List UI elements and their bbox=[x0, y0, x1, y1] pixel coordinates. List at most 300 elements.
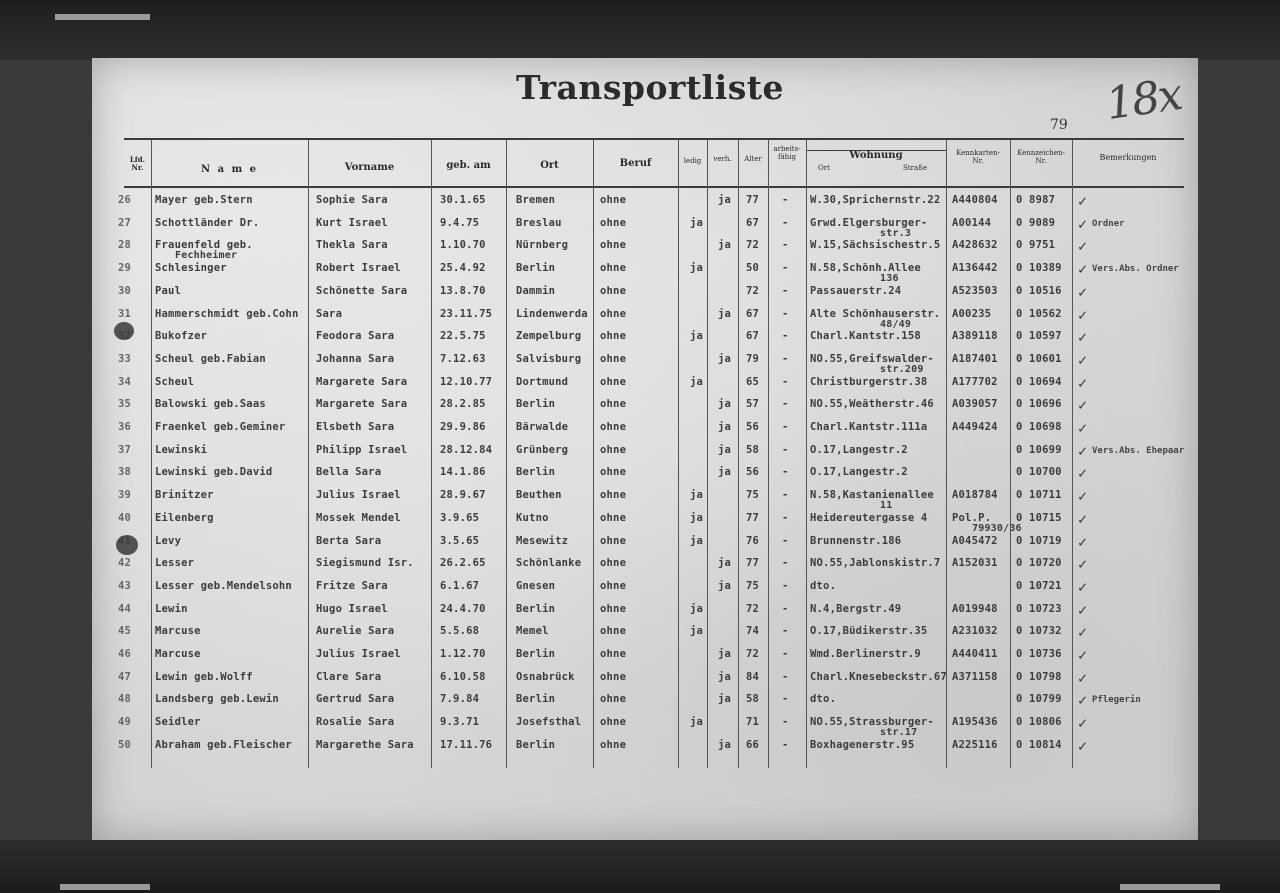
row-name: Fraenkel geb.Geminer bbox=[155, 421, 286, 433]
row-geb-am: 28.2.85 bbox=[440, 398, 486, 411]
ink-blot bbox=[114, 322, 134, 340]
row-ort: Nürnberg bbox=[516, 239, 569, 252]
row-number: 50 bbox=[118, 738, 132, 751]
row-wohnung: Charl.Kantstr.111a bbox=[810, 421, 928, 433]
row-ledig: ja bbox=[690, 489, 704, 502]
row-alter: 77 bbox=[746, 557, 760, 570]
row-ort: Grünberg bbox=[516, 443, 569, 456]
row-beruf: ohne bbox=[600, 194, 627, 206]
row-ledig: ja bbox=[690, 375, 704, 388]
row-number: 38 bbox=[118, 466, 132, 479]
row-beruf: ohne bbox=[600, 670, 627, 683]
table-row bbox=[0, 509, 1280, 534]
check-mark-icon: ✓ bbox=[1078, 396, 1088, 415]
row-geb-am: 17.11.76 bbox=[440, 738, 493, 751]
row-alter: 79 bbox=[746, 352, 760, 365]
row-kennzeichen-nr: 0 10700 bbox=[1016, 466, 1062, 479]
row-kennzeichen-nr: 0 10711 bbox=[1016, 489, 1062, 502]
header-wohnung-strasse: Straße bbox=[903, 164, 927, 172]
row-kennkarten-nr: A195436 bbox=[952, 716, 998, 729]
row-kennkarten-nr: A225116 bbox=[952, 738, 998, 751]
row-arbeitsfaehig: - bbox=[782, 262, 789, 275]
check-mark-icon: ✓ bbox=[1078, 509, 1088, 528]
row-arbeitsfaehig: - bbox=[782, 330, 789, 343]
header-bemerkungen: Bemerkungen bbox=[1099, 153, 1157, 162]
row-alter: 56 bbox=[746, 421, 760, 433]
row-beruf: ohne bbox=[600, 489, 627, 502]
row-beruf: ohne bbox=[600, 421, 627, 433]
table-row bbox=[0, 600, 1280, 625]
row-number: 26 bbox=[118, 194, 132, 206]
row-beruf: ohne bbox=[600, 443, 627, 456]
row-beruf: ohne bbox=[600, 625, 627, 638]
row-geb-am: 3.5.65 bbox=[440, 534, 480, 547]
row-arbeitsfaehig: - bbox=[782, 648, 789, 660]
row-alter: 74 bbox=[746, 625, 760, 638]
row-wohnung: N.58,Schönh.Allee 136 bbox=[810, 262, 921, 285]
row-beruf: ohne bbox=[600, 602, 627, 615]
row-kennzeichen-nr: 0 10389 bbox=[1016, 262, 1062, 275]
row-kennkarten-nr: A00144 bbox=[952, 216, 992, 229]
row-kennkarten-nr: A428632 bbox=[952, 239, 998, 252]
row-geb-am: 30.1.65 bbox=[440, 194, 486, 206]
row-arbeitsfaehig: - bbox=[782, 352, 789, 365]
check-mark-icon: ✓ bbox=[1078, 623, 1088, 642]
row-kennzeichen-nr: 0 10720 bbox=[1016, 557, 1062, 570]
row-number: 44 bbox=[118, 602, 132, 615]
row-beruf: ohne bbox=[600, 239, 627, 252]
row-kennzeichen-nr: 0 10798 bbox=[1016, 670, 1062, 683]
table-row bbox=[0, 489, 1280, 511]
row-wohnung: Charl.Kantstr.158 bbox=[810, 330, 921, 343]
row-vorname: Margarete Sara bbox=[316, 398, 408, 411]
row-number: 43 bbox=[118, 579, 132, 592]
row-name: Brinitzer bbox=[155, 489, 214, 502]
row-kennkarten-nr: A440411 bbox=[952, 648, 998, 660]
row-wohnung: N.58,Kastanienallee 11 bbox=[810, 489, 934, 512]
row-number: 45 bbox=[118, 625, 132, 638]
film-edge-bottom bbox=[0, 840, 1280, 893]
row-wohnung: W.15,Sächsischestr.5 bbox=[810, 239, 941, 252]
row-verh: ja bbox=[718, 670, 732, 683]
check-mark-icon: ✓ bbox=[1078, 328, 1088, 347]
row-ort: Bremen bbox=[516, 194, 556, 206]
row-beruf: ohne bbox=[600, 511, 627, 524]
row-kennzeichen-nr: 0 10799 bbox=[1016, 693, 1062, 706]
row-bemerkung: Vers.Abs. Ehepaar bbox=[1092, 445, 1185, 456]
header-name: N a m e bbox=[200, 164, 258, 175]
table-row bbox=[0, 262, 1280, 284]
row-geb-am: 28.9.67 bbox=[440, 489, 486, 502]
row-ort: Gnesen bbox=[516, 579, 556, 592]
row-number: 30 bbox=[118, 284, 132, 297]
row-beruf: ohne bbox=[600, 284, 627, 297]
row-ort: Salvisburg bbox=[516, 352, 582, 365]
row-ort: Berlin bbox=[516, 466, 556, 479]
row-arbeitsfaehig: - bbox=[782, 398, 789, 411]
row-kennkarten-nr: A371158 bbox=[952, 670, 998, 683]
row-name: Scheul bbox=[155, 375, 195, 388]
row-vorname: Margarethe Sara bbox=[316, 738, 414, 751]
row-geb-am: 24.4.70 bbox=[440, 602, 486, 615]
table-row bbox=[0, 625, 1280, 647]
table-row bbox=[0, 398, 1280, 420]
ink-blot bbox=[116, 535, 138, 555]
row-wohnung: Heidereutergasse 4 bbox=[810, 511, 928, 524]
check-mark-icon: ✓ bbox=[1078, 464, 1088, 483]
row-geb-am: 13.8.70 bbox=[440, 284, 486, 297]
row-arbeitsfaehig: - bbox=[782, 670, 789, 683]
row-number: 40 bbox=[118, 511, 132, 524]
check-mark-icon: ✓ bbox=[1078, 237, 1088, 256]
row-alter: 57 bbox=[746, 398, 760, 411]
row-alter: 72 bbox=[746, 648, 760, 660]
row-wohnung: W.30,Sprichernstr.22 bbox=[810, 194, 941, 206]
row-beruf: ohne bbox=[600, 375, 627, 388]
row-name: Eilenberg bbox=[155, 511, 214, 524]
row-kennzeichen-nr: 0 10696 bbox=[1016, 398, 1062, 411]
row-number: 34 bbox=[118, 375, 132, 388]
row-ort: Mesewitz bbox=[516, 534, 569, 547]
row-name: Landsberg geb.Lewin bbox=[155, 693, 279, 706]
row-geb-am: 23.11.75 bbox=[440, 307, 493, 320]
row-name: Schottländer Dr. bbox=[155, 216, 260, 229]
row-kennkarten-nr: A231032 bbox=[952, 625, 998, 638]
row-wohnung: O.17,Langestr.2 bbox=[810, 466, 908, 479]
row-beruf: ohne bbox=[600, 352, 627, 365]
table-row bbox=[0, 441, 1280, 466]
row-geb-am: 5.5.68 bbox=[440, 625, 480, 638]
row-vorname: Mossek Mendel bbox=[316, 511, 401, 524]
row-arbeitsfaehig: - bbox=[782, 216, 789, 229]
table-row bbox=[0, 282, 1280, 307]
row-wohnung: Boxhagenerstr.95 bbox=[810, 738, 915, 751]
table-row bbox=[0, 330, 1280, 352]
row-ledig: ja bbox=[690, 511, 704, 524]
check-mark-icon: ✓ bbox=[1078, 373, 1088, 392]
row-vorname: Bella Sara bbox=[316, 466, 382, 479]
row-kennzeichen-nr: 0 10719 bbox=[1016, 534, 1062, 547]
row-number: 48 bbox=[118, 693, 132, 706]
row-ort: Berlin bbox=[516, 693, 556, 706]
row-ort: Josefsthal bbox=[516, 716, 582, 729]
table-row bbox=[0, 194, 1280, 216]
row-kennzeichen-nr: 0 10694 bbox=[1016, 375, 1062, 388]
header-alter: Alter bbox=[744, 155, 762, 163]
table-header-rule bbox=[124, 186, 1184, 188]
row-verh: ja bbox=[718, 579, 732, 592]
row-wohnung: Passauerstr.24 bbox=[810, 284, 902, 297]
header-geb-am: geb. am bbox=[446, 160, 491, 171]
row-wohnung: NO.55,Jablonskistr.7 bbox=[810, 557, 941, 570]
row-beruf: ohne bbox=[600, 738, 627, 751]
row-vorname: Clare Sara bbox=[316, 670, 382, 683]
row-alter: 56 bbox=[746, 466, 760, 479]
row-ledig: ja bbox=[690, 534, 704, 547]
header-lfd-nr: Lfd. Nr. bbox=[129, 155, 146, 172]
row-number: 33 bbox=[118, 352, 132, 365]
row-vorname: Margarete Sara bbox=[316, 375, 408, 388]
row-kennkarten-nr: A440804 bbox=[952, 194, 998, 206]
row-kennzeichen-nr: 0 10601 bbox=[1016, 352, 1062, 365]
row-kennkarten-nr: A187401 bbox=[952, 352, 998, 365]
row-verh: ja bbox=[718, 352, 732, 365]
handwritten-mark: 18x bbox=[1102, 69, 1184, 130]
row-wohnung: NO.55,Greifswalder- str.209 bbox=[810, 352, 934, 375]
row-alter: 72 bbox=[746, 602, 760, 615]
row-geb-am: 1.12.70 bbox=[440, 648, 486, 660]
row-arbeitsfaehig: - bbox=[782, 511, 789, 524]
row-alter: 66 bbox=[746, 738, 760, 751]
row-ort: Kutno bbox=[516, 511, 549, 524]
row-beruf: ohne bbox=[600, 398, 627, 411]
row-kennzeichen-nr: 0 10721 bbox=[1016, 579, 1062, 592]
row-arbeitsfaehig: - bbox=[782, 443, 789, 456]
row-beruf: ohne bbox=[600, 579, 627, 592]
row-name: Abraham geb.Fleischer bbox=[155, 738, 292, 751]
row-vorname: Siegismund Isr. bbox=[316, 557, 414, 570]
check-mark-icon: ✓ bbox=[1078, 736, 1088, 755]
film-perforation bbox=[55, 14, 150, 20]
row-kennzeichen-nr: 0 10736 bbox=[1016, 648, 1062, 660]
row-beruf: ohne bbox=[600, 693, 627, 706]
header-kennkarten-nr: Kennkarten- Nr. bbox=[956, 149, 1000, 165]
row-alter: 67 bbox=[746, 216, 760, 229]
row-alter: 65 bbox=[746, 375, 760, 388]
row-beruf: ohne bbox=[600, 648, 627, 660]
table-row bbox=[0, 557, 1280, 579]
row-kennzeichen-nr: 0 8987 bbox=[1016, 194, 1056, 206]
check-mark-icon: ✓ bbox=[1078, 646, 1088, 664]
header-kennzeichen-nr: Kennzeichen- Nr. bbox=[1017, 149, 1065, 165]
row-kennzeichen-nr: 0 10732 bbox=[1016, 625, 1062, 638]
row-geb-am: 3.9.65 bbox=[440, 511, 480, 524]
table-row bbox=[0, 736, 1280, 761]
row-arbeitsfaehig: - bbox=[782, 625, 789, 638]
row-wohnung: Grwd.Elgersburger- str.3 bbox=[810, 216, 928, 239]
row-vorname: Philipp Israel bbox=[316, 443, 408, 456]
row-kennkarten-nr: A449424 bbox=[952, 421, 998, 433]
row-geb-am: 7.12.63 bbox=[440, 352, 486, 365]
row-wohnung: NO.55,Strassburger- str.17 bbox=[810, 716, 934, 739]
film-edge-top bbox=[0, 0, 1280, 60]
row-vorname: Elsbeth Sara bbox=[316, 421, 395, 433]
row-beruf: ohne bbox=[600, 557, 627, 570]
row-name: Frauenfeld geb. Fechheimer bbox=[155, 239, 253, 262]
row-kennkarten-nr: A177702 bbox=[952, 375, 998, 388]
row-kennzeichen-nr: 0 10723 bbox=[1016, 602, 1062, 615]
row-geb-am: 28.12.84 bbox=[440, 443, 493, 456]
row-ort: Dortmund bbox=[516, 375, 569, 388]
header-ort: Ort bbox=[540, 160, 559, 171]
header-wohnung: Wohnung bbox=[849, 150, 903, 161]
row-vorname: Julius Israel bbox=[316, 489, 401, 502]
check-mark-icon: ✓ bbox=[1078, 487, 1088, 506]
row-alter: 84 bbox=[746, 670, 760, 683]
table-row bbox=[0, 532, 1280, 557]
row-kennkarten-nr: A045472 bbox=[952, 534, 998, 547]
row-geb-am: 26.2.65 bbox=[440, 557, 486, 570]
table-row bbox=[0, 668, 1280, 693]
row-vorname: Berta Sara bbox=[316, 534, 382, 547]
row-name: Schlesinger bbox=[155, 262, 227, 275]
row-wohnung: O.17,Büdikerstr.35 bbox=[810, 625, 928, 638]
row-beruf: ohne bbox=[600, 216, 627, 229]
film-perforation bbox=[60, 884, 150, 890]
row-vorname: Julius Israel bbox=[316, 648, 401, 660]
row-ledig: ja bbox=[690, 216, 704, 229]
header-verh: verh. bbox=[713, 155, 732, 163]
row-ort: Beuthen bbox=[516, 489, 562, 502]
row-kennkarten-nr: A039057 bbox=[952, 398, 998, 411]
row-name: Marcuse bbox=[155, 625, 201, 638]
table-row bbox=[0, 466, 1280, 488]
row-ledig: ja bbox=[690, 716, 704, 729]
header-wohnung-ort: Ort bbox=[818, 164, 830, 172]
header-vorname: Vorname bbox=[344, 162, 395, 173]
row-kennzeichen-nr: 0 10699 bbox=[1016, 443, 1062, 456]
row-name: Lewin geb.Wolff bbox=[155, 670, 253, 683]
row-beruf: ohne bbox=[600, 716, 627, 729]
row-wohnung: Brunnenstr.186 bbox=[810, 534, 902, 547]
row-verh: ja bbox=[718, 239, 732, 252]
header-beruf: Beruf bbox=[619, 158, 652, 169]
row-geb-am: 6.10.58 bbox=[440, 670, 486, 683]
row-name: Paul bbox=[155, 284, 182, 297]
table-row bbox=[0, 421, 1280, 443]
check-mark-icon: ✓ bbox=[1078, 282, 1088, 301]
row-vorname: Rosalie Sara bbox=[316, 716, 395, 729]
row-beruf: ohne bbox=[600, 330, 627, 343]
row-arbeitsfaehig: - bbox=[782, 534, 789, 547]
row-ledig: ja bbox=[690, 625, 704, 638]
row-verh: ja bbox=[718, 648, 732, 660]
check-mark-icon: ✓ bbox=[1078, 441, 1088, 460]
row-vorname: Aurelie Sara bbox=[316, 625, 395, 638]
row-kennzeichen-nr: 0 9089 bbox=[1016, 216, 1056, 229]
row-name: Lesser bbox=[155, 557, 195, 570]
row-number: 42 bbox=[118, 557, 132, 570]
table-row bbox=[0, 693, 1280, 715]
row-kennzeichen-nr: 0 10562 bbox=[1016, 307, 1062, 320]
row-kennzeichen-nr: 0 10715 bbox=[1016, 511, 1062, 524]
check-mark-icon: ✓ bbox=[1078, 577, 1088, 596]
row-ort: Berlin bbox=[516, 602, 556, 615]
row-alter: 77 bbox=[746, 511, 760, 524]
row-arbeitsfaehig: - bbox=[782, 307, 789, 320]
row-ort: Breslau bbox=[516, 216, 562, 229]
row-wohnung: Christburgerstr.38 bbox=[810, 375, 928, 388]
check-mark-icon: ✓ bbox=[1078, 668, 1088, 687]
check-mark-icon: ✓ bbox=[1078, 532, 1088, 551]
header-ledig: ledig bbox=[683, 157, 702, 165]
row-beruf: ohne bbox=[600, 466, 627, 479]
table-row bbox=[0, 373, 1280, 398]
row-arbeitsfaehig: - bbox=[782, 421, 789, 433]
row-ort: Berlin bbox=[516, 738, 556, 751]
row-number: 47 bbox=[118, 670, 132, 683]
row-number: 37 bbox=[118, 443, 132, 456]
row-vorname: Robert Israel bbox=[316, 262, 401, 275]
row-alter: 75 bbox=[746, 489, 760, 502]
check-mark-icon: ✓ bbox=[1078, 214, 1088, 233]
check-mark-icon: ✓ bbox=[1078, 555, 1088, 574]
row-alter: 58 bbox=[746, 693, 760, 706]
row-arbeitsfaehig: - bbox=[782, 194, 789, 206]
row-geb-am: 7.9.84 bbox=[440, 693, 480, 706]
row-number: 27 bbox=[118, 216, 132, 229]
row-name: Balowski geb.Saas bbox=[155, 398, 266, 411]
row-vorname: Hugo Israel bbox=[316, 602, 388, 615]
row-ledig: ja bbox=[690, 602, 704, 615]
row-alter: 58 bbox=[746, 443, 760, 456]
row-arbeitsfaehig: - bbox=[782, 284, 789, 297]
row-ort: Osnabrück bbox=[516, 670, 575, 683]
row-ort: Berlin bbox=[516, 262, 556, 275]
row-alter: 50 bbox=[746, 262, 760, 275]
row-verh: ja bbox=[718, 443, 732, 456]
row-vorname: Sophie Sara bbox=[316, 194, 388, 206]
row-ort: Zempelburg bbox=[516, 330, 582, 343]
row-name: Levy bbox=[155, 534, 182, 547]
row-geb-am: 14.1.86 bbox=[440, 466, 486, 479]
row-name: Lewin bbox=[155, 602, 188, 615]
row-vorname: Thekla Sara bbox=[316, 239, 388, 252]
row-kennkarten-nr: A389118 bbox=[952, 330, 998, 343]
row-arbeitsfaehig: - bbox=[782, 738, 789, 751]
row-arbeitsfaehig: - bbox=[782, 602, 789, 615]
row-geb-am: 29.9.86 bbox=[440, 421, 486, 433]
row-wohnung: dto. bbox=[810, 579, 837, 592]
row-number: 31 bbox=[118, 307, 132, 320]
row-name: Seidler bbox=[155, 716, 201, 729]
row-geb-am: 25.4.92 bbox=[440, 262, 486, 275]
row-wohnung: NO.55,Weätherstr.46 bbox=[810, 398, 934, 411]
film-perforation bbox=[1120, 884, 1220, 890]
row-ort: Lindenwerda bbox=[516, 307, 588, 320]
check-mark-icon: ✓ bbox=[1078, 714, 1088, 733]
row-ort: Memel bbox=[516, 625, 549, 638]
row-vorname: Feodora Sara bbox=[316, 330, 395, 343]
check-mark-icon: ✓ bbox=[1078, 350, 1088, 369]
row-verh: ja bbox=[718, 738, 732, 751]
row-kennkarten-nr: Pol.P. 79930/36 bbox=[952, 511, 1022, 534]
row-number: 29 bbox=[118, 262, 132, 275]
row-geb-am: 12.10.77 bbox=[440, 375, 493, 388]
row-kennkarten-nr: A152031 bbox=[952, 557, 998, 570]
row-arbeitsfaehig: - bbox=[782, 693, 789, 706]
check-mark-icon: ✓ bbox=[1078, 419, 1088, 437]
row-alter: 76 bbox=[746, 534, 760, 547]
page-number: 79 bbox=[1050, 117, 1068, 133]
row-geb-am: 22.5.75 bbox=[440, 330, 486, 343]
row-kennzeichen-nr: 0 10806 bbox=[1016, 716, 1062, 729]
row-arbeitsfaehig: - bbox=[782, 466, 789, 479]
row-arbeitsfaehig: - bbox=[782, 239, 789, 252]
row-kennzeichen-nr: 0 10814 bbox=[1016, 738, 1062, 751]
document-title: Transportliste bbox=[515, 68, 785, 107]
row-arbeitsfaehig: - bbox=[782, 489, 789, 502]
table-top-rule bbox=[124, 138, 1184, 140]
row-geb-am: 9.4.75 bbox=[440, 216, 480, 229]
table-row bbox=[0, 239, 1280, 261]
row-vorname: Kurt Israel bbox=[316, 216, 388, 229]
row-kennzeichen-nr: 0 10698 bbox=[1016, 421, 1062, 433]
row-ort: Berlin bbox=[516, 398, 556, 411]
row-arbeitsfaehig: - bbox=[782, 716, 789, 729]
row-wohnung: O.17,Langestr.2 bbox=[810, 443, 908, 456]
row-alter: 67 bbox=[746, 307, 760, 320]
